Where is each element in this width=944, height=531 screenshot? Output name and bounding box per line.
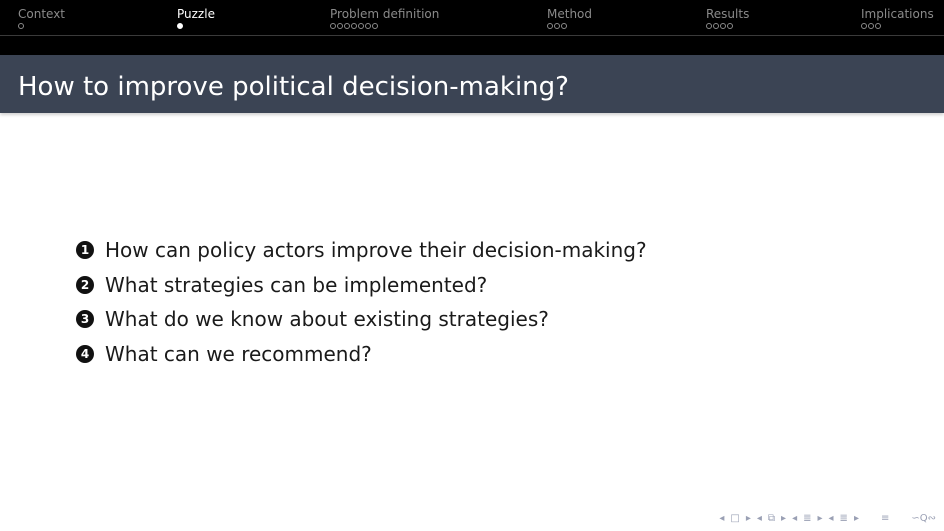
nav-section-label: Results [706,7,750,21]
nav-subsection-dot-icon[interactable] [706,23,712,29]
nav-subsection-dot-icon[interactable] [344,23,350,29]
nav-subsection-dot-icon[interactable] [547,23,553,29]
nav-section-label: Method [547,7,593,21]
list-item-text: What do we know about existing strategies? [105,307,549,332]
list-item-text: What strategies can be implemented? [105,272,488,297]
outline-icon[interactable]: ≡ [880,513,890,524]
nav-subsection-dots [547,21,592,31]
search-icon[interactable]: ∽Q∾ [911,513,936,524]
frame-title: How to improve political decision-making? [18,72,569,102]
nav-subsection-dot-icon[interactable] [554,23,560,29]
nav-section-label: Puzzle [177,7,215,21]
nav-subsection-dot-icon[interactable] [337,23,343,29]
next-slide-arrow-icon[interactable]: ▸ [745,513,751,524]
nav-subsection-dot-icon[interactable] [727,23,733,29]
nav-section-problem-definition[interactable] [330,7,439,31]
prev-slide-arrow-icon[interactable]: ◂ [719,513,725,524]
frame-title-bar [0,55,944,113]
prev-section-arrow-icon[interactable]: ◂ [828,513,834,524]
nav-subsection-dot-icon[interactable] [720,23,726,29]
nav-subsection-dot-icon[interactable] [875,23,881,29]
prev-subsection-arrow-icon[interactable]: ◂ [792,513,798,524]
list-item [76,233,647,268]
list-item [76,302,647,337]
nav-section-context[interactable] [18,7,65,31]
nav-subsection-dot-icon[interactable] [372,23,378,29]
item-number-badge: 2 [76,276,94,294]
nav-subsection-dot-icon[interactable] [358,23,364,29]
frame-icon[interactable]: ⧉ [767,513,776,524]
section-navigation-bar [0,0,944,35]
question-list [76,233,647,371]
nav-subsection-dot-icon[interactable] [365,23,371,29]
nav-section-implications[interactable] [861,7,934,31]
nav-subsection-dot-icon[interactable] [351,23,357,29]
nav-section-puzzle[interactable] [177,7,215,31]
nav-subsection-dot-icon[interactable] [330,23,336,29]
next-section-arrow-icon[interactable]: ▸ [853,513,859,524]
nav-subsection-dot-icon[interactable] [713,23,719,29]
beamer-navigation-symbols [719,513,936,524]
next-frame-arrow-icon[interactable]: ▸ [781,513,787,524]
nav-section-label: Context [18,7,66,21]
list-item-text: What can we recommend? [105,341,372,366]
nav-subsection-dots [861,21,934,31]
nav-subsection-dots [330,21,439,31]
nav-subsection-dot-icon[interactable] [861,23,867,29]
section-icon[interactable]: ≣ [839,513,848,524]
slide-icon[interactable]: □ [730,513,740,524]
item-number-badge: 1 [76,241,94,259]
subsection-icon[interactable]: ≣ [803,513,812,524]
nav-subsection-dots [706,21,749,31]
nav-subsection-dot-icon[interactable] [868,23,874,29]
item-number-badge: 3 [76,310,94,328]
nav-subsection-dots [18,21,65,31]
nav-subsection-dot-icon[interactable] [561,23,567,29]
next-subsection-arrow-icon[interactable]: ▸ [817,513,823,524]
nav-section-results[interactable] [706,7,749,31]
nav-section-method[interactable] [547,7,592,31]
nav-subsection-dot-icon[interactable] [18,23,24,29]
list-item-text: How can policy actors improve their decision-making? [105,238,647,263]
item-number-badge: 4 [76,345,94,363]
list-item [76,337,647,372]
prev-frame-arrow-icon[interactable]: ◂ [756,513,762,524]
nav-divider [0,35,944,55]
nav-section-label: Problem definition [330,7,440,21]
nav-section-label: Implications [861,7,934,21]
nav-subsection-dots [177,21,215,31]
nav-subsection-dot-icon[interactable] [177,23,183,29]
list-item [76,268,647,303]
